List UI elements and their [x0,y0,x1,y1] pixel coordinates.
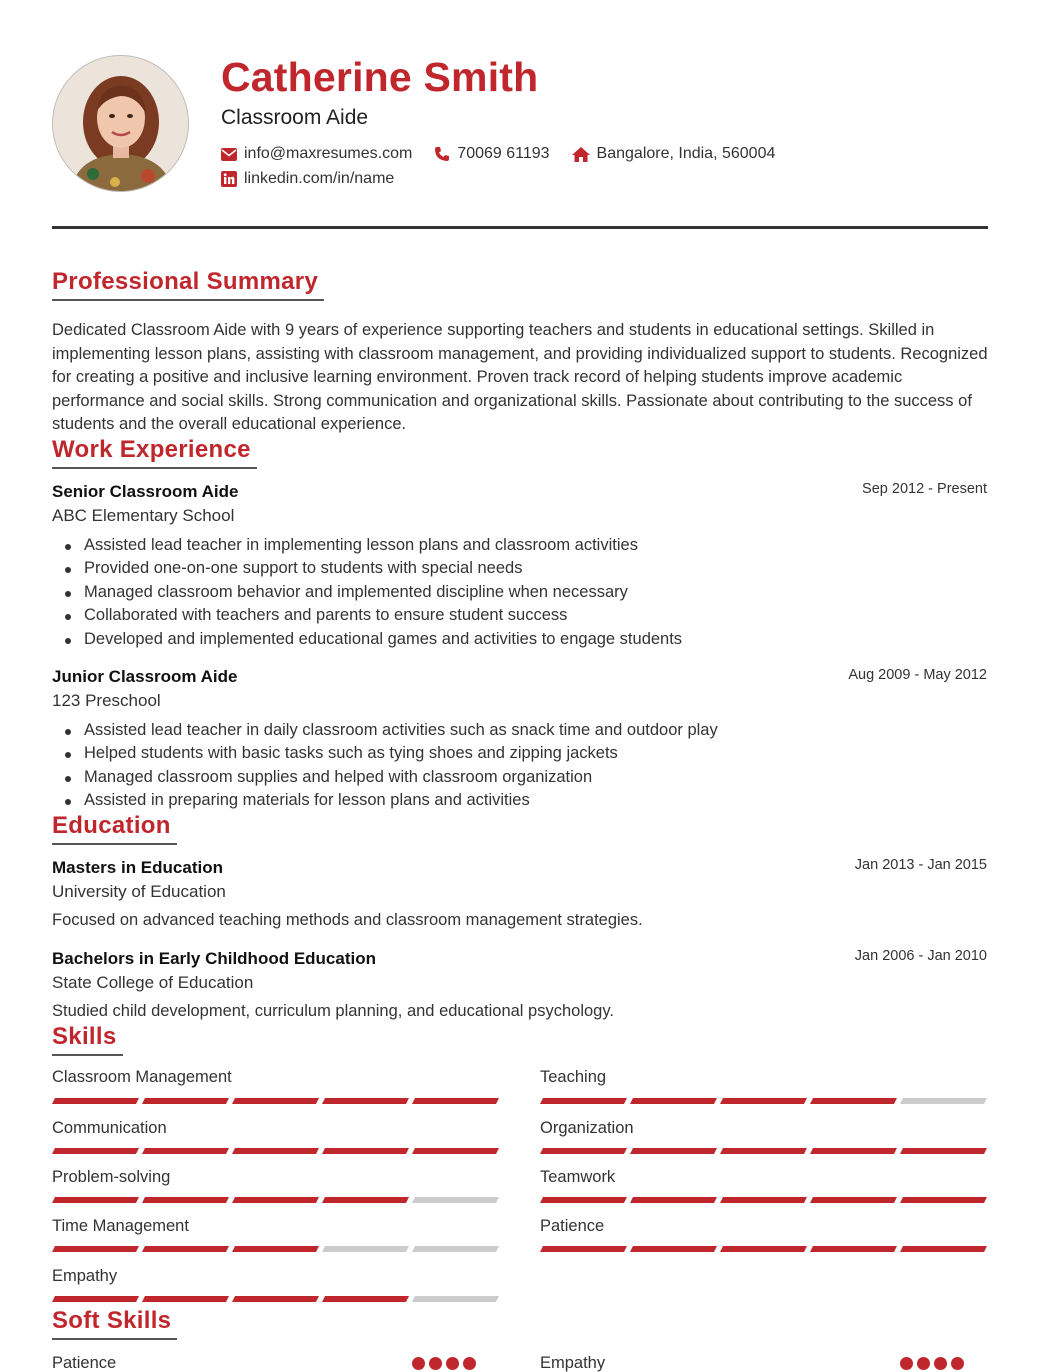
skill-bar-segment [720,1148,807,1154]
soft-skill-rating [896,1357,964,1370]
summary-heading: Professional Summary [52,268,324,301]
contact-row [221,145,797,163]
skill-bar [540,1148,987,1154]
skill-label: Time Management [52,1217,189,1235]
skill-bar-segment [720,1098,807,1104]
skill-label: Empathy [52,1267,118,1285]
skill-bar [540,1246,987,1252]
phone-icon [434,146,450,162]
job-date: Sep 2012 - Present [862,481,987,497]
location-contact [572,145,776,163]
skill-bar [52,1197,499,1203]
bullet-item: Assisted lead teacher in daily classroom activities such as snack time and outdoor play [84,719,718,742]
skill-bar-segment [900,1197,987,1203]
rating-dot [463,1357,476,1370]
skill-bar [52,1148,499,1154]
skill-bar-segment [52,1246,139,1252]
skills-heading: Skills [52,1023,123,1056]
envelope-icon [221,148,237,161]
education-description: Focused on advanced teaching methods and classroom management strategies. [52,911,643,929]
candidate-name: Catherine Smith [221,54,539,100]
bullet-item: Managed classroom supplies and helped with classroom organization [84,766,718,789]
job-bullets [84,534,682,651]
rating-dot [446,1357,459,1370]
linkedin-contact[interactable] [221,170,394,188]
linkedin-icon [221,171,237,187]
skill-bar-segment [720,1246,807,1252]
skill-bar-segment [540,1148,627,1154]
job-organization: ABC Elementary School [52,506,235,525]
skill-bar-segment [412,1296,499,1302]
candidate-title: Classroom Aide [221,106,369,129]
bullet-item: Assisted lead teacher in implementing lesson plans and classroom activities [84,534,682,557]
skill-bar-segment [142,1246,229,1252]
skill-bar-segment [142,1148,229,1154]
bullet-item: Assisted in preparing materials for lesson plans and activities [84,789,718,812]
phone-text: 70069 61193 [457,145,550,162]
skill-label: Teaching [540,1068,607,1086]
skill-bar-segment [322,1197,409,1203]
bullet-item: Helped students with basic tasks such as tying shoes and zipping jackets [84,742,718,765]
skill-bar-segment [412,1148,499,1154]
school-name: University of Education [52,882,226,901]
skill-label: Problem-solving [52,1168,171,1186]
skill-bar-segment [322,1246,409,1252]
skill-bar-segment [630,1197,717,1203]
home-icon [572,147,590,162]
skill-bar-segment [52,1148,139,1154]
skill-bar-segment [412,1197,499,1203]
skill-bar-segment [142,1296,229,1302]
profile-photo [52,55,189,192]
phone-contact[interactable] [434,145,549,163]
job-bullets [84,719,718,813]
skill-bar-segment [540,1246,627,1252]
skill-bar-segment [630,1098,717,1104]
job-title: Senior Classroom Aide [52,482,239,501]
skill-bar [540,1098,987,1104]
skill-bar-segment [900,1098,987,1104]
degree-title: Masters in Education [52,858,223,877]
skill-bar-segment [142,1098,229,1104]
location-text: Bangalore, India, 560004 [596,145,776,162]
skill-bar [52,1098,499,1104]
skill-bar-segment [52,1296,139,1302]
header-divider [52,226,988,229]
email-text: info@maxresumes.com [244,145,413,162]
job-date: Aug 2009 - May 2012 [848,667,987,683]
skill-bar-segment [52,1197,139,1203]
skill-bar-segment [810,1098,897,1104]
skill-label: Teamwork [540,1168,616,1186]
skill-label: Patience [540,1217,605,1235]
skill-bar-segment [720,1197,807,1203]
summary-text: Dedicated Classroom Aide with 9 years of experience supporting teachers and students in educational settings. Skilled in implementing lesson plans, assisting with classroom management, and providing individualized support to students. Recognized for creating a positive and inclusive learning environment. Proven track record of helping students improve academic performance and social skills. Strong communication and organizational skills. Passionate about contributing to the success of students and the overall educational experience. [52,321,988,433]
school-name: State College of Education [52,973,254,992]
skill-bar-segment [810,1197,897,1203]
rating-dot [429,1357,442,1370]
skill-bar-segment [322,1296,409,1302]
skill-bar-segment [322,1148,409,1154]
skill-bar-segment [232,1246,319,1252]
rating-dot [412,1357,425,1370]
bullet-item: Developed and implemented educational games and activities to engage students [84,628,682,651]
skill-label: Communication [52,1119,167,1137]
skill-bar-segment [232,1296,319,1302]
skill-bar-segment [630,1246,717,1252]
bullet-item: Collaborated with teachers and parents to ensure student success [84,604,682,627]
skill-bar [540,1197,987,1203]
email-contact[interactable] [221,145,412,163]
skill-bar-segment [900,1246,987,1252]
skill-bar-segment [52,1098,139,1104]
soft-skills-heading: Soft Skills [52,1307,177,1340]
job-organization: 123 Preschool [52,691,161,710]
soft-skill-rating [408,1357,476,1370]
rating-dot [934,1357,947,1370]
skill-bar-segment [232,1197,319,1203]
skill-bar-segment [142,1197,229,1203]
skill-label: Organization [540,1119,634,1137]
skill-bar-segment [540,1098,627,1104]
soft-skill-label: Empathy [540,1354,606,1372]
skill-bar-segment [232,1098,319,1104]
skill-bar-segment [810,1148,897,1154]
education-description: Studied child development, curriculum planning, and educational psychology. [52,1002,614,1020]
skill-bar-segment [810,1246,897,1252]
skill-bar-segment [412,1246,499,1252]
rating-dot [917,1357,930,1370]
skill-label: Classroom Management [52,1068,232,1086]
rating-dot [951,1357,964,1370]
skill-bar-segment [630,1148,717,1154]
degree-title: Bachelors in Early Childhood Education [52,949,376,968]
education-heading: Education [52,812,177,845]
rating-dot [900,1357,913,1370]
skill-bar-segment [322,1098,409,1104]
skill-bar-segment [900,1148,987,1154]
education-date: Jan 2006 - Jan 2010 [854,948,987,964]
bullet-item: Managed classroom behavior and implemented discipline when necessary [84,581,682,604]
soft-skill-label: Patience [52,1354,117,1372]
job-title: Junior Classroom Aide [52,667,238,686]
skill-bar-segment [412,1098,499,1104]
skill-bar-segment [540,1197,627,1203]
linkedin-text: linkedin.com/in/name [244,170,395,187]
education-date: Jan 2013 - Jan 2015 [854,857,987,873]
skill-bar-segment [232,1148,319,1154]
experience-heading: Work Experience [52,436,257,469]
contact-row-2 [221,170,416,188]
skill-bar [52,1246,499,1252]
skill-bar [52,1296,499,1302]
bullet-item: Provided one-on-one support to students with special needs [84,557,682,580]
